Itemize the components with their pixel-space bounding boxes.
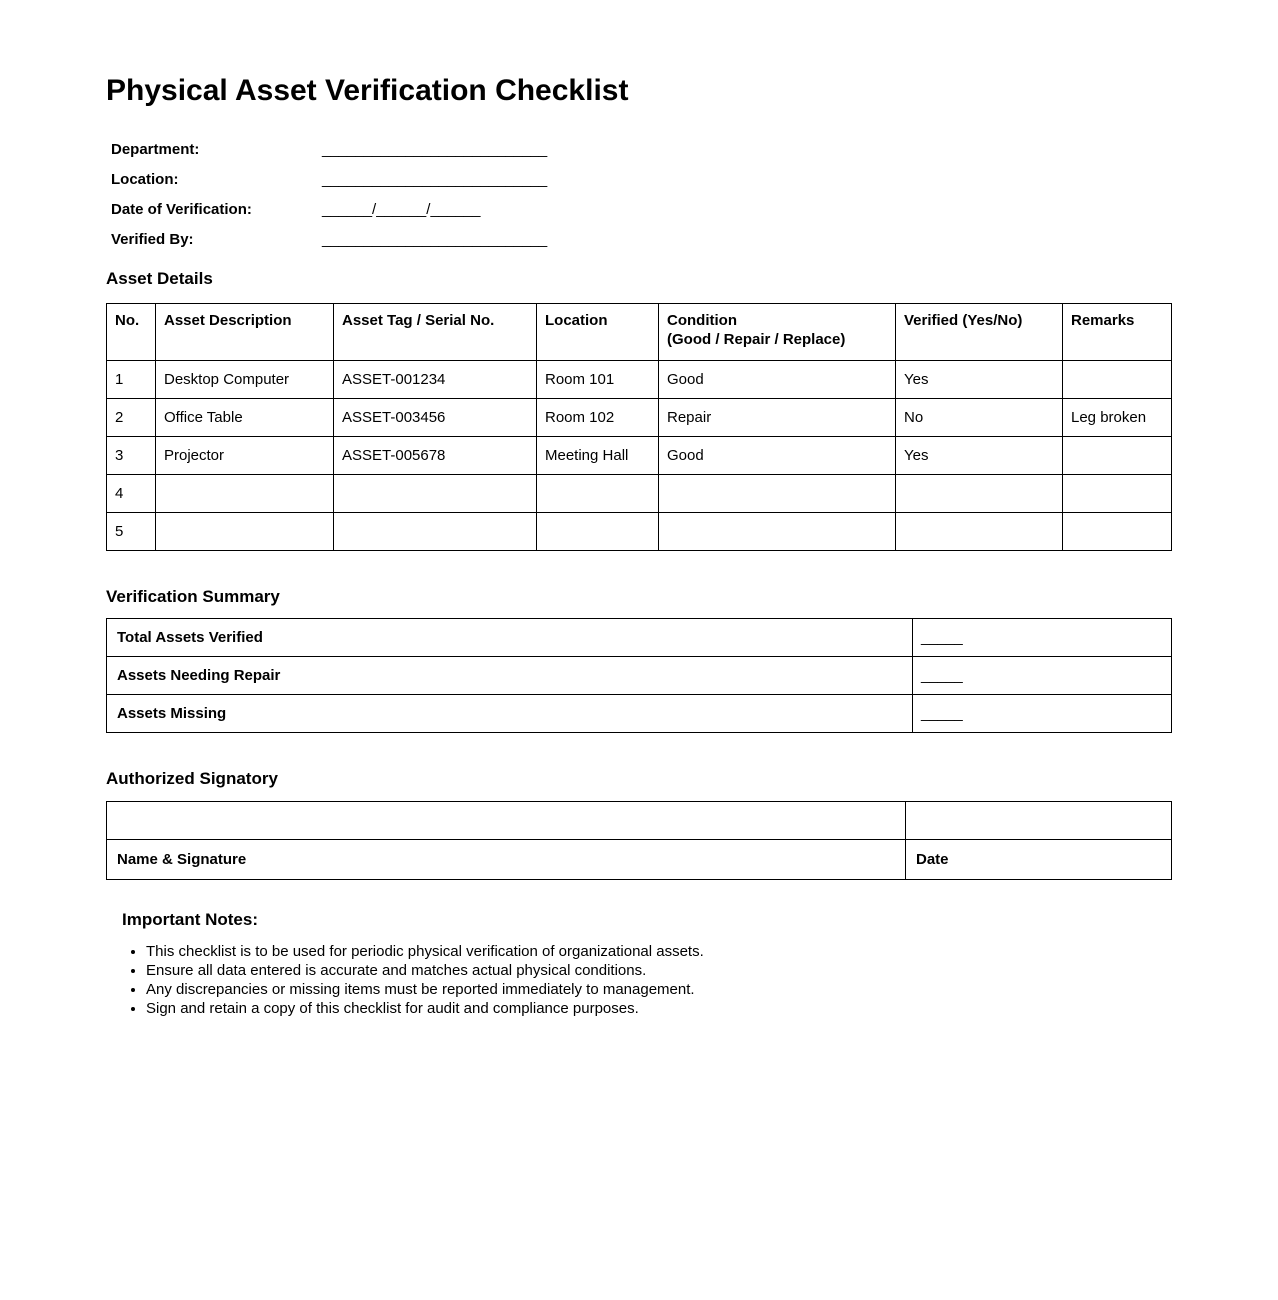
asset-cell-condition[interactable] — [659, 475, 896, 513]
note-item: • Sign and retain a copy of this checklist for audit and compliance purposes. — [146, 999, 1171, 1018]
asset-cell-tag: ASSET-005678 — [334, 437, 537, 475]
asset-cell-condition: Good — [659, 361, 896, 399]
asset-cell-description[interactable] — [156, 513, 334, 551]
date-of-verification-blank-line[interactable]: ______/______/______ — [322, 201, 481, 218]
col-header-no: No. — [107, 304, 156, 361]
asset-cell-location[interactable] — [537, 475, 659, 513]
summary-blank-total-verified[interactable]: _____ — [913, 619, 1172, 657]
col-header-condition — [659, 304, 896, 361]
note-item: • This checklist is to be used for periodic physical verification of organizational assets. — [146, 942, 1171, 961]
field-location — [106, 165, 1171, 195]
location-blank-line[interactable]: ___________________________ — [322, 171, 548, 188]
asset-table-row — [107, 437, 1172, 475]
asset-table-header-row — [107, 304, 1172, 361]
asset-cell-remarks[interactable] — [1063, 437, 1172, 475]
asset-cell-remarks[interactable] — [1063, 361, 1172, 399]
authorized-signatory-table — [106, 801, 1172, 880]
asset-cell-remarks: Leg broken — [1063, 399, 1172, 437]
verification-summary-heading: Verification Summary — [106, 587, 280, 606]
summary-row — [107, 695, 1172, 733]
summary-blank-needing-repair[interactable]: _____ — [913, 657, 1172, 695]
asset-cell-description: Office Table — [156, 399, 334, 437]
asset-cell-verified[interactable] — [896, 475, 1063, 513]
asset-cell-verified: Yes — [896, 437, 1063, 475]
asset-table-row — [107, 475, 1172, 513]
department-label: Department: — [111, 141, 200, 158]
note-item: • Any discrepancies or missing items must be reported immediately to management. — [146, 980, 1171, 999]
asset-cell-tag[interactable] — [334, 513, 537, 551]
asset-table-row — [107, 399, 1172, 437]
asset-cell-no: 2 — [107, 399, 156, 437]
name-signature-label: Name & Signature — [107, 840, 906, 880]
verification-summary-table — [106, 618, 1172, 733]
asset-cell-remarks[interactable] — [1063, 475, 1172, 513]
header-fields — [106, 135, 1171, 255]
col-header-tag: Asset Tag / Serial No. — [334, 304, 537, 361]
col-header-condition-line1: Condition — [667, 312, 737, 329]
asset-cell-condition: Good — [659, 437, 896, 475]
summary-label-total-verified: Total Assets Verified — [107, 619, 913, 657]
date-of-verification-label: Date of Verification: — [111, 201, 252, 218]
asset-cell-verified: No — [896, 399, 1063, 437]
asset-cell-tag: ASSET-001234 — [334, 361, 537, 399]
signature-blank-cell[interactable] — [107, 802, 906, 840]
department-blank-line[interactable]: ___________________________ — [322, 141, 548, 158]
asset-cell-location: Meeting Hall — [537, 437, 659, 475]
asset-cell-description[interactable] — [156, 475, 334, 513]
field-verified-by — [106, 225, 1171, 255]
asset-cell-description: Projector — [156, 437, 334, 475]
signatory-label-row — [107, 840, 1172, 880]
asset-table-row — [107, 361, 1172, 399]
asset-cell-no: 3 — [107, 437, 156, 475]
col-header-remarks: Remarks — [1063, 304, 1172, 361]
col-header-description: Asset Description — [156, 304, 334, 361]
page-title: Physical Asset Verification Checklist — [106, 74, 629, 107]
location-label: Location: — [111, 171, 179, 188]
asset-details-table — [106, 303, 1172, 551]
field-date-of-verification — [106, 195, 1171, 225]
asset-table-row — [107, 513, 1172, 551]
summary-label-needing-repair: Assets Needing Repair — [107, 657, 913, 695]
asset-cell-remarks[interactable] — [1063, 513, 1172, 551]
asset-cell-no: 4 — [107, 475, 156, 513]
asset-details-heading: Asset Details — [106, 269, 213, 288]
asset-cell-verified: Yes — [896, 361, 1063, 399]
verified-by-blank-line[interactable]: ___________________________ — [322, 231, 548, 248]
summary-label-missing: Assets Missing — [107, 695, 913, 733]
col-header-verified: Verified (Yes/No) — [896, 304, 1063, 361]
important-notes-list — [106, 942, 1171, 1018]
asset-cell-tag[interactable] — [334, 475, 537, 513]
asset-cell-no: 1 — [107, 361, 156, 399]
asset-cell-tag: ASSET-003456 — [334, 399, 537, 437]
asset-cell-location[interactable] — [537, 513, 659, 551]
asset-cell-condition[interactable] — [659, 513, 896, 551]
asset-cell-location: Room 101 — [537, 361, 659, 399]
col-header-location: Location — [537, 304, 659, 361]
asset-cell-no: 5 — [107, 513, 156, 551]
col-header-condition-line2: (Good / Repair / Replace) — [667, 331, 846, 348]
asset-cell-location: Room 102 — [537, 399, 659, 437]
note-item: • Ensure all data entered is accurate and matches actual physical conditions. — [146, 961, 1171, 980]
summary-row — [107, 619, 1172, 657]
important-notes-heading: Important Notes: — [122, 910, 258, 929]
date-label: Date — [906, 840, 1172, 880]
summary-blank-missing[interactable]: _____ — [913, 695, 1172, 733]
asset-cell-condition: Repair — [659, 399, 896, 437]
verified-by-label: Verified By: — [111, 231, 194, 248]
field-department — [106, 135, 1171, 165]
asset-cell-verified[interactable] — [896, 513, 1063, 551]
asset-cell-description: Desktop Computer — [156, 361, 334, 399]
authorized-signatory-heading: Authorized Signatory — [106, 769, 278, 788]
signatory-blank-row — [107, 802, 1172, 840]
summary-row — [107, 657, 1172, 695]
date-blank-cell[interactable] — [906, 802, 1172, 840]
document-content — [106, 0, 1171, 1018]
